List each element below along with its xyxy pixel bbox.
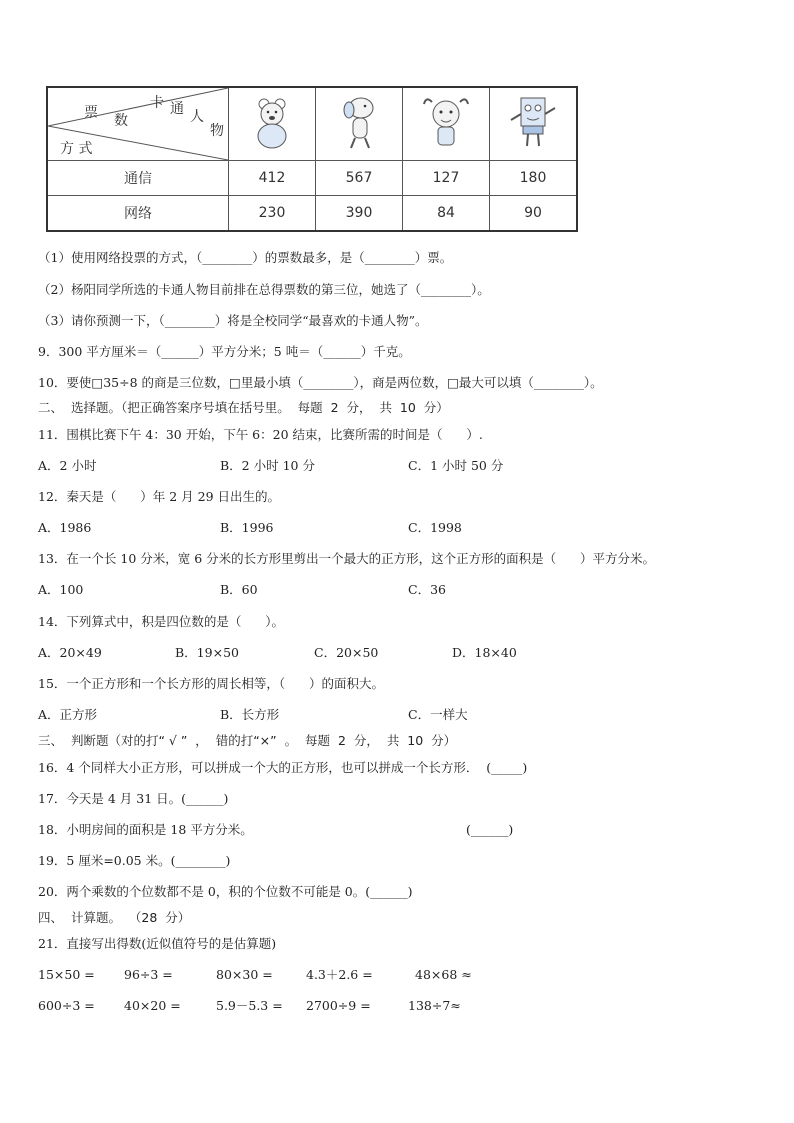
sponge-cartoon-icon [503, 92, 563, 152]
question-16: 16．4 个同样大小正方形，可以拼成一个大的正方形，也可以拼成一个长方形． (_____) [38, 760, 528, 775]
calc-item: 4.3＋2.6 = [306, 967, 373, 982]
question-1: （1）使用网络投票的方式，（________）的票数最多，是（________）票。 [38, 250, 453, 265]
question-15: 15．一个正方形和一个长方形的周长相等，（ ）的面积大。 [38, 676, 384, 691]
calc-item: 2700÷9 = [306, 998, 371, 1013]
option-a: A．20×49 [38, 645, 102, 660]
header-char: 物 [210, 123, 224, 139]
option-b: B．19×50 [175, 645, 239, 660]
option-a: A．2 小时 [38, 458, 97, 473]
option-a: A．正方形 [38, 707, 98, 722]
option-a: A．100 [38, 582, 84, 597]
calc-item: 96÷3 = [124, 967, 173, 982]
question-2: （2）杨阳同学所选的卡通人物目前排在总得票数的第三位，她选了（________）。 [38, 282, 490, 297]
question-12: 12．秦天是（ ）年 2 月 29 日出生的。 [38, 489, 280, 504]
character-sponge-cell [490, 87, 578, 161]
row-label: 通信 [47, 161, 229, 196]
header-char: 票 [84, 105, 98, 121]
table-cell: 84 [403, 196, 490, 232]
option-c: C．一样大 [408, 707, 468, 722]
question-18: 18．小明房间的面积是 18 平方分米。 [38, 822, 253, 837]
option-b: B．长方形 [220, 707, 280, 722]
header-char: 卡 [150, 95, 164, 111]
calc-item: 80×30 = [216, 967, 273, 982]
option-d: D．18×40 [452, 645, 517, 660]
option-b: B．2 小时 10 分 [220, 458, 315, 473]
table-cell: 127 [403, 161, 490, 196]
table-header-diagonal-cell [47, 87, 229, 161]
option-b: B．60 [220, 582, 258, 597]
section-2-title: 二、 选择题。（把正确答案序号填在括号里。 每题 2 分， 共 10 分） [38, 400, 449, 415]
character-dog-cell [316, 87, 403, 161]
table-row [47, 161, 577, 196]
calc-item: 138÷7≈ [408, 998, 461, 1013]
table-cell: 567 [316, 161, 403, 196]
question-10: 10．要使□35÷8 的商是三位数，□里最小填（________），商是两位数，□最大可以填（________）。 [38, 375, 603, 390]
header-method-label: 方 式 [60, 141, 93, 157]
section-4-title: 四、 计算题。 （28 分） [38, 910, 191, 925]
option-c: C．36 [408, 582, 446, 597]
calc-item: 600÷3 = [38, 998, 95, 1013]
calc-item: 15×50 = [38, 967, 95, 982]
question-20: 20．两个乘数的个位数都不是 0，积的个位数不可能是 0。(______) [38, 884, 413, 899]
table-cell: 180 [490, 161, 578, 196]
option-c: C．1 小时 50 分 [408, 458, 504, 473]
question-9: 9．300 平方厘米＝（______）平方分米；5 吨＝（______）千克。 [38, 344, 411, 359]
question-11: 11．围棋比赛下午 4：30 开始，下午 6：20 结束，比赛所需的时间是（ ）. [38, 427, 483, 442]
header-char: 通 [170, 101, 184, 117]
row-label: 网络 [47, 196, 229, 232]
calc-item: 40×20 = [124, 998, 181, 1013]
calc-item: 48×68 ≈ [415, 967, 472, 982]
dog-cartoon-icon [329, 92, 389, 152]
calc-item: 5.9－5.3 = [216, 998, 283, 1013]
question-21: 21．直接写出得数(近似值符号的是估算题) [38, 936, 277, 951]
table-row [47, 196, 577, 232]
goat-cartoon-icon [416, 92, 476, 152]
table-cell: 390 [316, 196, 403, 232]
question-17: 17．今天是 4 月 31 日。(______) [38, 791, 229, 806]
question-13: 13．在一个长 10 分米，宽 6 分米的长方形里剪出一个最大的正方形，这个正方形的面积是（ ）平方分米。 [38, 551, 656, 566]
header-char: 数 [114, 113, 128, 129]
character-goat-cell [403, 87, 490, 161]
table-cell: 90 [490, 196, 578, 232]
option-b: B．1996 [220, 520, 274, 535]
question-14: 14．下列算式中，积是四位数的是（ ）。 [38, 614, 284, 629]
vote-table [46, 86, 578, 232]
question-19: 19．5 厘米=0.05 米。(________) [38, 853, 231, 868]
character-bear-cell [229, 87, 316, 161]
bear-cartoon-icon [242, 92, 302, 152]
option-c: C．20×50 [314, 645, 379, 660]
table-cell: 230 [229, 196, 316, 232]
option-a: A．1986 [38, 520, 92, 535]
question-3: （3）请你预测一下，（________）将是全校同学“最喜欢的卡通人物”。 [38, 313, 428, 328]
header-char: 人 [190, 109, 204, 125]
section-3-title: 三、 判断题（对的打“ √ ” ， 错的打“×” 。 每题 2 分， 共 10 分） [38, 733, 457, 748]
table-cell: 412 [229, 161, 316, 196]
answer-blank-18: (______) [466, 822, 514, 837]
option-c: C．1998 [408, 520, 462, 535]
